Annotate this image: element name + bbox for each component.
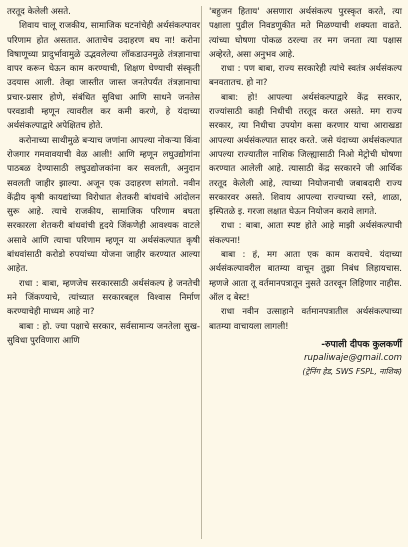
- paragraph: 'बहुजन हिताय' असणारा अर्थसंकल्प पुरस्कृत करते, त्या पक्षाला पुढील निवडणुकीत मते मिळण्याची शक्यता वाढते. त्यांच्या घोषणा पोकळ ठरल्या तर मग जनता त्या पक्षास अव्हेरते, असा अनुभव आहे.: [209, 7, 402, 60]
- paragraph: राधा नवीन उत्साहाने वर्तमानपत्रातील अर्थसंकल्पाच्या बातम्या वाचायला लागली!: [209, 307, 402, 332]
- author-signature: [209, 338, 402, 378]
- author-name: -रुपाली दीपक कुलकर्णी: [321, 338, 402, 350]
- paragraph: करोनाच्या साथीमुळे बऱ्याच जणांना आपल्या नोकऱ्या किंवा रोजगार गमवावयाची वेळ आली! आणि म्हणून लघुउद्योगांना पाठबळ देण्यासाठी लघुउद्योजकांना कर सवलती, अनुदान सवलती जाहीर झाल्या. अजून एक उदाहरण सांगतो. नवीन केंद्रीय कृषी कायद्यांच्या विरोधात शेतकरी बांधवांचे आंदोलन सुरू आहे. त्याचे राजकीय, सामाजिक परिणाम बघता सरकारला शेतकरी बांधवांची हृदये जिंकणेही आवश्यक वाटले असावे आणि त्याचा परिणाम म्हणून या अर्थसंकल्पात कृषी बांधवांसाठी करोडो रुपयांच्या योजना जाहीर करण्यात आल्या आहेत.: [7, 135, 200, 275]
- dialogue-baba: बाबा: हो! आपल्या अर्थसंकल्पाद्वारे केंद्र सरकार, राज्यांसाठी काही निधीची तरतूद करत असते. मग राज्य सरकार, त्या निधीचा उपयोग कसा करणार याचा आराखडा आपल्या अर्थसंकल्पात सादर करते. जसे यंदाच्या अर्थसंकल्पात आपल्या राज्यातील नाशिक जिल्ह्यासाठी निओ मेट्रोची घोषणा करण्यात आलेली आहे. त्यासाठी केंद्र सरकारने जी आर्थिक तरतूद केलेली आहे, त्याच्या नियोजनाची जबाबदारी राज्य सरकारवर असते. शिवाय आपल्या राज्याच्या रस्ते, शाळा, इस्पितळे इ. गरजा लक्षात घेऊन नियोजन करावे लागते.: [209, 92, 402, 218]
- dialogue-radha: राधा : बाबा, म्हणजेच सरकारसाठी अर्थसंकल्प हे जनतेची मने जिंकण्याचे, त्यांच्यात सरकारबद्दल विश्वास निर्माण करण्याचेही माध्यम आहे ना?: [7, 278, 200, 318]
- author-email: rupaliwaje@gmail.com: [304, 352, 402, 363]
- author-role: (ट्रेनिंग हेड, SWS FSPL, नाशिक): [302, 366, 402, 376]
- paragraph: शिवाय चालू राजकीय, सामाजिक घटनांचेही अर्थसंकल्पावर परिणाम होत असतात. आताचेच उदाहरण बघ ना! करोना विषाणूच्या प्रादुर्भावामुळे उद्भवलेल्या लॉकडाउनमुळे तंत्रज्ञानाचा वापर करून घेऊन काम करण्याची, शिक्षण घेण्याची संस्कृती उदयास आली. तेव्हा जास्तीत जास्त जनतेपर्यंत तंत्रज्ञानाचा प्रचार-प्रसार होणे, संबंधित सुविधा आणि साधने जनतेस परवडावी म्हणून त्यावरील कर कमी करणे, हे यंदाच्या अर्थसंकल्पाद्वारे अपेक्षितच होते.: [7, 21, 200, 132]
- dialogue-radha: राधा : बाबा, आता स्पष्ट होते आहे माझी अर्थसंकल्पाची संकल्पना!: [209, 221, 402, 246]
- dialogue-baba: बाबा : हं, मग आता एक काम करायचे. यंदाच्या अर्थसंकल्पावरील बातम्या वाचून तुझा निबंध लिहायचास. म्हणजे आता तू वर्तमानपत्रातून नुसते उतरवून लिहिणार नाहीस. ऑल द बेस्ट!: [209, 250, 402, 303]
- right-column: [209, 5, 402, 543]
- dialogue-radha: राधा : पण बाबा, राज्य सरकारेही त्यांचे स्वतंत्र अर्थसंकल्प बनवतातच. हो ना?: [209, 64, 402, 89]
- dialogue-baba: बाबा : हो. ज्या पक्षाचे सरकार, सर्वसामान्य जनतेला सुख-सुविधा पुरविणारा आणि: [7, 321, 200, 346]
- paragraph: तरतूद केलेली असते.: [7, 7, 71, 17]
- left-column: [7, 5, 200, 543]
- column-divider: [201, 6, 202, 539]
